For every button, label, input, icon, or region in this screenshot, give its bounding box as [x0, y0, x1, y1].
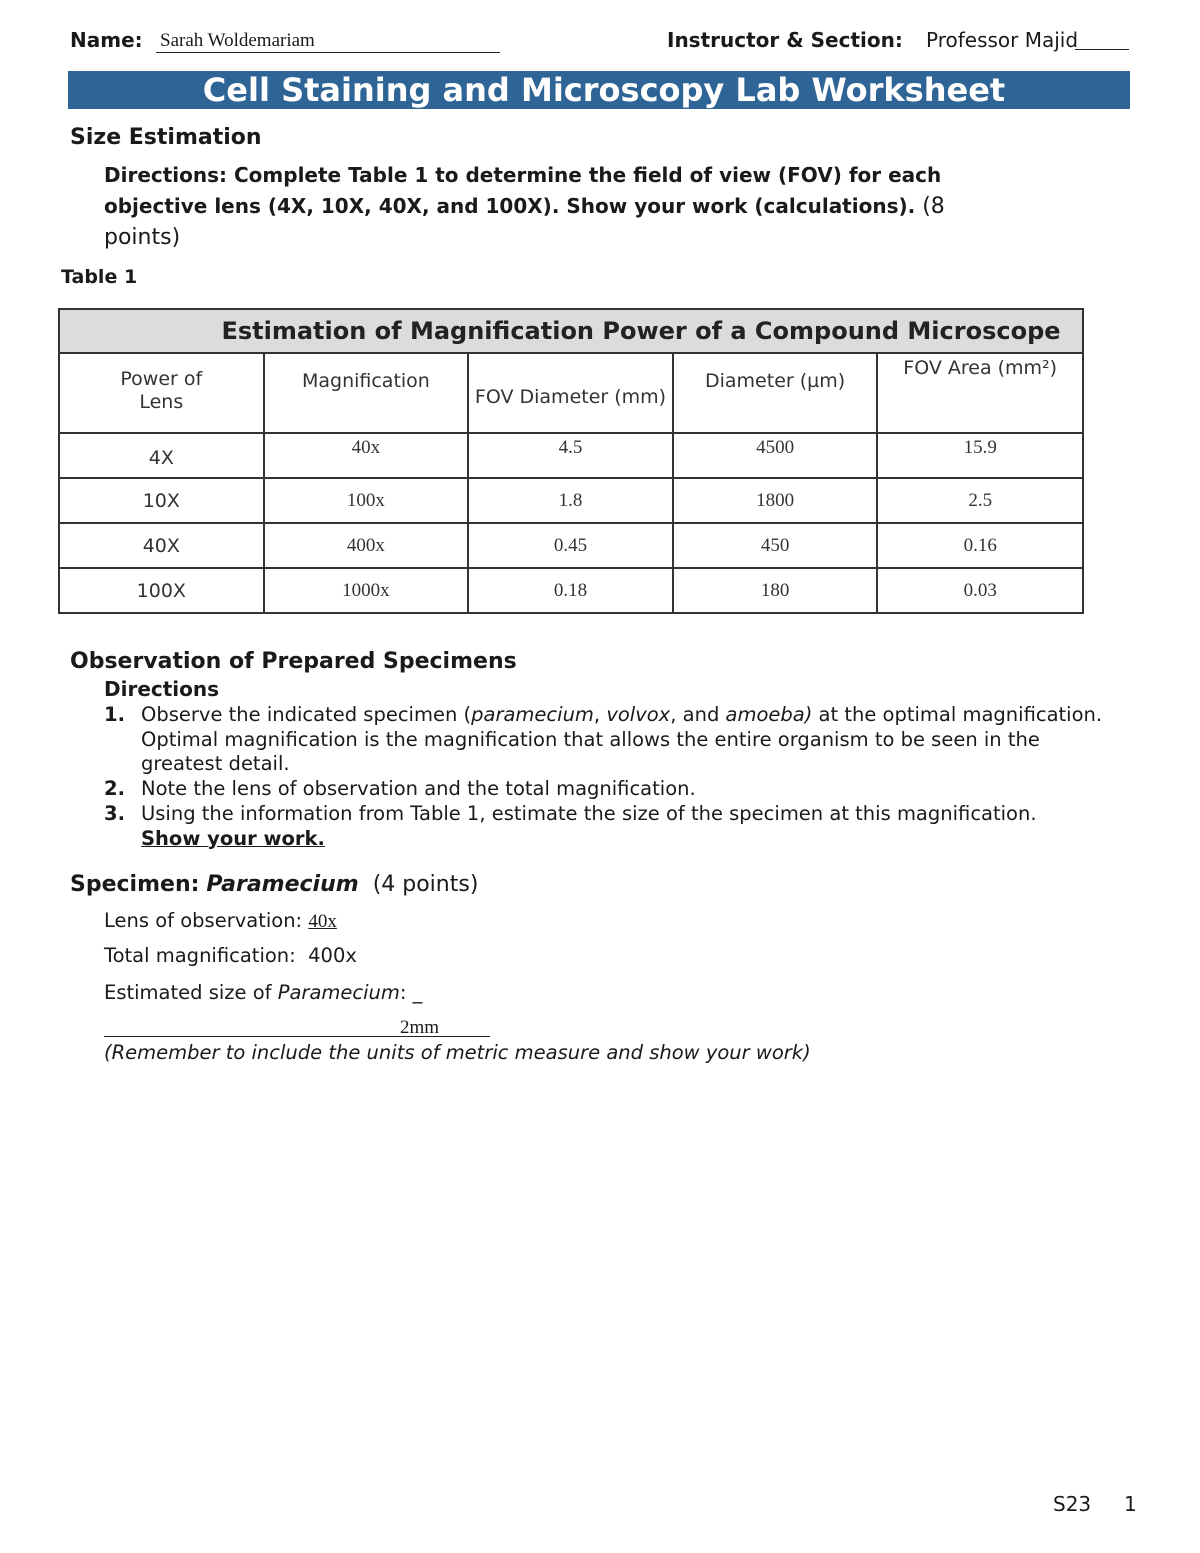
item1-and: , and	[670, 703, 726, 726]
cell-magnification[interactable]: 40x	[351, 437, 381, 458]
table-caption: Table 1	[61, 266, 138, 288]
cell-fov-area[interactable]: 15.9	[963, 437, 997, 458]
header-fov-diameter-label: FOV Diameter (mm)	[474, 386, 667, 408]
observation-heading: Observation of Prepared Specimens	[70, 649, 517, 674]
instructor-field[interactable]: Professor Majid	[926, 28, 1079, 52]
specimen-label: Specimen:	[70, 872, 200, 897]
size-estimation-heading: Size Estimation	[70, 125, 262, 150]
cell-fov-area[interactable]: 0.16	[963, 535, 997, 556]
directions-text: Directions: Complete Table 1 to determine the field of view (FOV) for each objective lens (4X, 10X, 40X, and 100X). Show your work (calculations).	[104, 163, 942, 218]
item3-show-work: Show your work.	[141, 826, 325, 850]
total-label: Total magnification:	[104, 944, 296, 967]
total-magnification-row	[104, 944, 357, 967]
item-number: 2.	[104, 777, 125, 800]
cell-fov-diameter[interactable]: 0.18	[553, 580, 588, 601]
lens-value[interactable]: 40x	[308, 911, 337, 932]
item1-specimen-volvox: volvox	[606, 703, 671, 726]
item-number: 1.	[104, 703, 125, 726]
item2-text: Note the lens of observation and the total magnification.	[141, 777, 696, 800]
est-label: Estimated size of	[104, 981, 272, 1004]
est-colon: : _	[399, 981, 423, 1004]
name-field[interactable]: Sarah Woldemariam	[156, 30, 500, 53]
cell-fov-area[interactable]: 0.03	[963, 580, 997, 601]
page-number: 1	[1124, 1492, 1137, 1516]
directions-points: (8 points)	[104, 194, 945, 250]
direction-item-1	[104, 703, 1124, 777]
direction-item-2	[104, 777, 1124, 802]
header-fov-area-label: FOV Area (mm²)	[903, 357, 1058, 379]
observation-directions-label: Directions	[104, 677, 220, 701]
instructor-label: Instructor & Section:	[667, 28, 903, 52]
header-magnification	[264, 353, 469, 433]
instructor-underline	[1075, 30, 1129, 50]
table-row	[59, 523, 1083, 568]
cell-power: 100X	[136, 579, 186, 602]
specimen-name: Paramecium	[206, 872, 359, 897]
header-fov-area	[877, 353, 1083, 433]
item1-specimen-amoeba: amoeba)	[725, 703, 813, 726]
footer-code: S23	[1053, 1492, 1092, 1516]
lens-of-observation-row	[104, 909, 337, 933]
header-diameter-um	[673, 353, 878, 433]
cell-diameter[interactable]: 180	[760, 580, 790, 601]
specimen-points: (4 points)	[372, 872, 479, 897]
item1-comma: ,	[593, 703, 607, 726]
cell-fov-diameter[interactable]: 0.45	[553, 535, 588, 556]
cell-power: 40X	[142, 534, 180, 557]
table-title: Estimation of Magnification Power of a Compound Microscope	[59, 309, 1083, 353]
specimen-heading	[70, 872, 478, 897]
header-diameter-label: Diameter (µm)	[705, 370, 846, 392]
remember-note: (Remember to include the units of metric measure and show your work)	[104, 1041, 811, 1064]
header-magnification-label: Magnification	[301, 370, 430, 392]
item1-post: at the optimal magnification. Optimal magnification is the magnification that allows the entire organism to be seen in the greatest detail.	[141, 703, 1103, 775]
lens-label: Lens of observation:	[104, 909, 303, 932]
estimated-size-row	[104, 981, 422, 1004]
item3-text: Using the information from Table 1, estimate the size of the specimen at this magnification.	[141, 802, 1037, 825]
header-power-label: Power of Lens	[120, 368, 203, 413]
est-specimen-name: Paramecium	[277, 981, 400, 1004]
cell-diameter[interactable]: 450	[760, 535, 790, 556]
cell-magnification[interactable]: 400x	[346, 535, 385, 556]
item1-specimen-paramecium: paramecium	[471, 703, 594, 726]
table-row	[59, 433, 1083, 478]
fov-table	[58, 308, 1084, 614]
estimated-size-value[interactable]: 2mm	[400, 1017, 440, 1038]
table-row	[59, 478, 1083, 523]
cell-magnification[interactable]: 100x	[346, 490, 385, 511]
size-estimation-directions	[104, 160, 954, 253]
item1-pre: Observe the indicated specimen (	[141, 703, 472, 726]
cell-diameter[interactable]: 4500	[756, 437, 795, 458]
cell-fov-diameter[interactable]: 1.8	[558, 490, 583, 511]
cell-magnification[interactable]: 1000x	[342, 580, 390, 601]
cell-diameter[interactable]: 1800	[756, 490, 795, 511]
cell-power: 10X	[142, 489, 180, 512]
cell-fov-diameter[interactable]: 4.5	[558, 437, 583, 458]
item-number: 3.	[104, 802, 125, 825]
header-fov-diameter	[468, 353, 673, 433]
worksheet-title: Cell Staining and Microscopy Lab Worksheet	[68, 71, 1130, 109]
header-power-of-lens	[59, 353, 264, 433]
table-row	[59, 568, 1083, 613]
direction-item-3	[104, 802, 1124, 851]
name-label: Name:	[70, 28, 143, 52]
cell-fov-area[interactable]: 2.5	[968, 490, 993, 511]
total-value[interactable]: 400x	[308, 944, 357, 967]
cell-power: 4X	[148, 446, 174, 469]
